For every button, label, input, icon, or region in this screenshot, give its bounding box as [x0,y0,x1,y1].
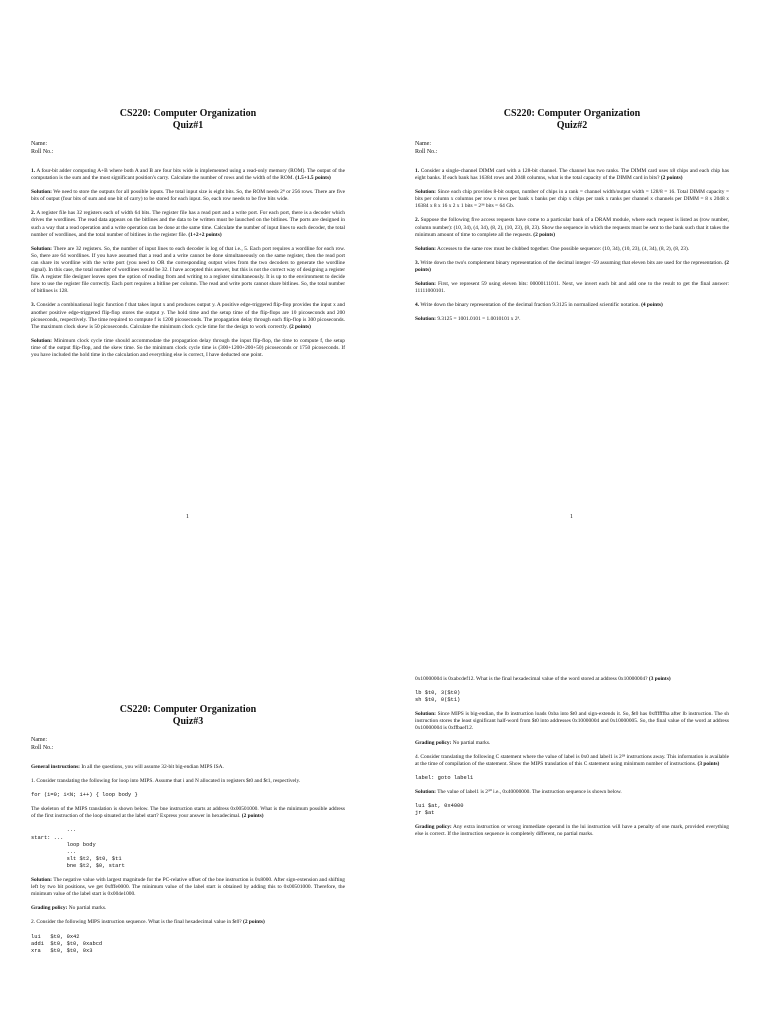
code-block: label: goto label1 [415,774,474,781]
page-title: CS220: Computer Organization [503,108,641,119]
solution-3: Solution: Since MIPS is big-endian, the lb instruction loads 0xba into $t0 and sign-extends it. So, $t0 has 0xffffffba after lb instruction. The sh instruction stores the least significant half-word from $t0 into addresses 0x10000004 and 0x10000005. So, the final value of the word at address 0x10000004 is 0xffbaef12. [415,711,729,732]
question-list [415,168,729,323]
name-field: Name: [31,737,47,743]
solution-4: Solution: The value of label1 is 2³⁰ i.e., 0x40000000. The instruction sequence is shown below. [415,788,622,795]
quiz2-page [384,0,729,520]
question-paragraph: 4. Write down the binary representation of the decimal fraction 9.3125 in normalized scientific notation. (4 points) [415,302,663,309]
question-4: 4. Consider translating the following C statement where the value of label is 0x0 and label1 is 2²⁸ instructions away. This information is available at the time of compilation of the statement. Show the MIPS translation of this C statement using minimum number of instructions. (3 points) [415,753,729,767]
code-block: lui $at, 0x4000 jr $at [415,803,464,817]
quiz-number: Quiz#3 [172,716,204,727]
question-3: 0x10000004 is 0xabcdef12. What is the final hexadecimal value of the word stored at address 0x10000004? (3 points) [415,676,671,682]
roll-field: Roll No.: [415,149,438,155]
question-paragraph: 3. Write down the two's complement binary representation of the decimal integer -59 assuming that eleven bits are used for the representation. (2 points) [415,259,729,273]
solution-paragraph: Solution: Accesses to the same row must be clubbed together. One possible sequence: (10, 34), (10, 23), (4, 34), (8, 2), (8, 23). [415,245,690,252]
grading-policy: Grading policy: No partial marks. [415,739,491,746]
question-paragraph: 3. Consider a combinational logic function f that takes input x and produces output y. A positive edge-triggered flip-flop provides the input x and another positive edge-triggered flip-flop stores the output y. The hold time and the setup time of the flip-flops are 10 picoseconds and 200 picoseconds, respectively. The time required to compute f is 1200 picoseconds. The propagation delay through each flip-flop is 300 picoseconds. The maximum clock skew is 50 picoseconds. Calculate the minimum clock cycle time for the design to work correctly. (2 points) [31,302,345,330]
solution-paragraph: Solution: Since each chip provides 8-bit output, number of chips in a rank = channel width/output width = 128/8 = 16. Total DIMM capacity = bits per column x columns per row x rows per bank x banks per chip x chips per rank x ranks per channel x channels per DIMM = 8 x 2048 x 16384 x 8 x 16 x 2 x 1 bits = 2³⁶ bits = 64 Gb. [415,189,729,210]
solution-paragraph: Solution: 9.3125 = 1001.0101 = 1.0010101 x 2³. [415,316,521,323]
quiz3-continued-page [384,512,729,1024]
quiz3-page [0,512,345,1024]
grading-policy: Grading policy: Any extra instruction or wrong immediate operand in the lui instruction will have a penalty of one mark, provided everything else is correct. If the instruction sequence is completely different, no partial marks. [415,824,730,838]
page-number: 1 [570,514,573,520]
roll-field: Roll No.: [31,745,54,751]
quiz-number: Quiz#2 [556,120,588,131]
general-instructions: General instructions: In all the questions, you will assume 32-bit big-endian MIPS ISA. [31,764,224,770]
question-paragraph: 1. A four-bit adder computing A+B where both A and B are four bits wide is implemented using a read-only memory (ROM). The output of the computation is the sum and the most significant position's carry. Calculate the number of rows and the width of the ROM. (1.5+1.5 points) [31,168,345,182]
quiz1-page [0,0,345,520]
question-1-detail: The skeleton of the MIPS translation is shown below. The bne instruction starts at address 0x00501000. What is the minimum possible address of the first instruction of the loop situated at the label start? Express your answer in hexadecimal. (2 points) [31,806,345,820]
question-2: 2. Consider the following MIPS instruction sequence. What is the final hexadecimal value in $t0? (2 points) [31,919,265,926]
page-number: 1 [186,514,189,520]
question-paragraph: 2. A register file has 32 registers each of width 64 bits. The register file has a read port and a write port. For each port, there is a decoder which drives the wordlines. The read data appears on the bitlines and the data to be written must be launched on the bitlines. The ports are designed in such a way that a read operation and a write operation can be done at the same time. Calculate the number of input lines to each decoder, the total number of wordlines, and the total number of bitlines in the register file. (1+2+2 points) [31,210,345,238]
code-block: lui $t0, 0x42 addi $t0, $t0, 0xabcd xra $t0, $t0, 0x3 [31,933,103,954]
code-block: lb $t0, 3($t0) sh $t0, 0($t1) [415,690,461,704]
code-snippet: for (i=0; i<N; i++) { loop body } [31,792,138,799]
quiz-number: Quiz#1 [172,120,204,131]
page-title: CS220: Computer Organization [119,704,257,715]
question-list [31,168,345,359]
solution-paragraph: Solution: We need to store the outputs for all possible inputs. The total input size is eight bits. So, the ROM needs 2⁸ or 256 rows. There are five bits of output (four bits of sum and one bit of carry) to be stored for each input. So, each row needs to be five bits wide. [31,189,345,203]
name-field: Name: [415,141,431,147]
solution-paragraph: Solution: First, we represent 59 using eleven bits: 00000111011. Next, we invert each bit and add one to the result to get the final answer: 11111000101. [415,281,729,295]
name-field: Name: [31,141,47,147]
solution-paragraph: Solution: There are 32 registers. So, the number of input lines to each decoder is log of that i.e., 5. Each port requires a wordline for each row. So, there are 64 wordlines. If you have assumed that a read and a write cannot be done simultaneously on the same register, then the read port can share its wordline with the write port (you need to OR the corresponding output wires from the two decoders to generate the wordline signal). In this case, the total number of wordlines would be 32. I have accepted this answer, but this is not the correct way of designing a register file. A register file designer leaves open the option of reading from and writing to a register simultaneously. It is up to the environment to decide how to use the register file correctly. Each port requires a bitline per column. The read and write ports cannot share bitlines. So, the total number of bitlines is 128. [31,245,345,295]
question-paragraph: 2. Suppose the following five access requests have come to a particular bank of a DRAM module, where each request is listed as (row number, column number): (10, 34), (4, 34), (8, 2), (10, 23), (8, 23). Show the sequence in which the requests must be sent to the bank such that it takes the minimum amount of time to complete all the requests. (2 points) [415,217,729,238]
code-block: ... start: ... loop body ... slt $t2, $t0, $t1 bne $t2, $0, start [31,827,125,869]
solution-paragraph: Solution: Minimum clock cycle time should accommodate the propagation delay through the input flip-flop, the time to compute f, the setup time of the output flip-flop, and the skew time. So the minimum clock cycle time is (300+1200+200+50) picoseconds or 1750 picoseconds. If you have included the hold time in the calculation and everything else is correct, I have deducted one point. [31,337,345,358]
question-1: 1. Consider translating the following for loop into MIPS. Assume that i and N allocated in registers $t0 and $t1, respectively. [31,778,301,785]
solution-1: Solution: The negative value with largest magnitude for the PC-relative offset of the bne instruction is 0x8000. After sign-extension and shifting left by two bit positions, we get 0xfffe0000. The minimum value of the label start is obtained by adding this to 0x00501000. Therefore, the minimum value of the label start is 0x004e1000. [31,877,345,898]
roll-field: Roll No.: [31,149,54,155]
question-paragraph: 1. Consider a single-channel DIMM card with a 128-bit channel. The channel has two ranks. The DIMM card uses x8 chips and each chip has eight banks. If each bank has 16384 rows and 2048 columns, what is the total capacity of the DIMM card in bits? (2 points) [415,168,729,182]
grading-policy: Grading policy: No partial marks. [31,905,107,912]
page-title: CS220: Computer Organization [119,108,257,119]
